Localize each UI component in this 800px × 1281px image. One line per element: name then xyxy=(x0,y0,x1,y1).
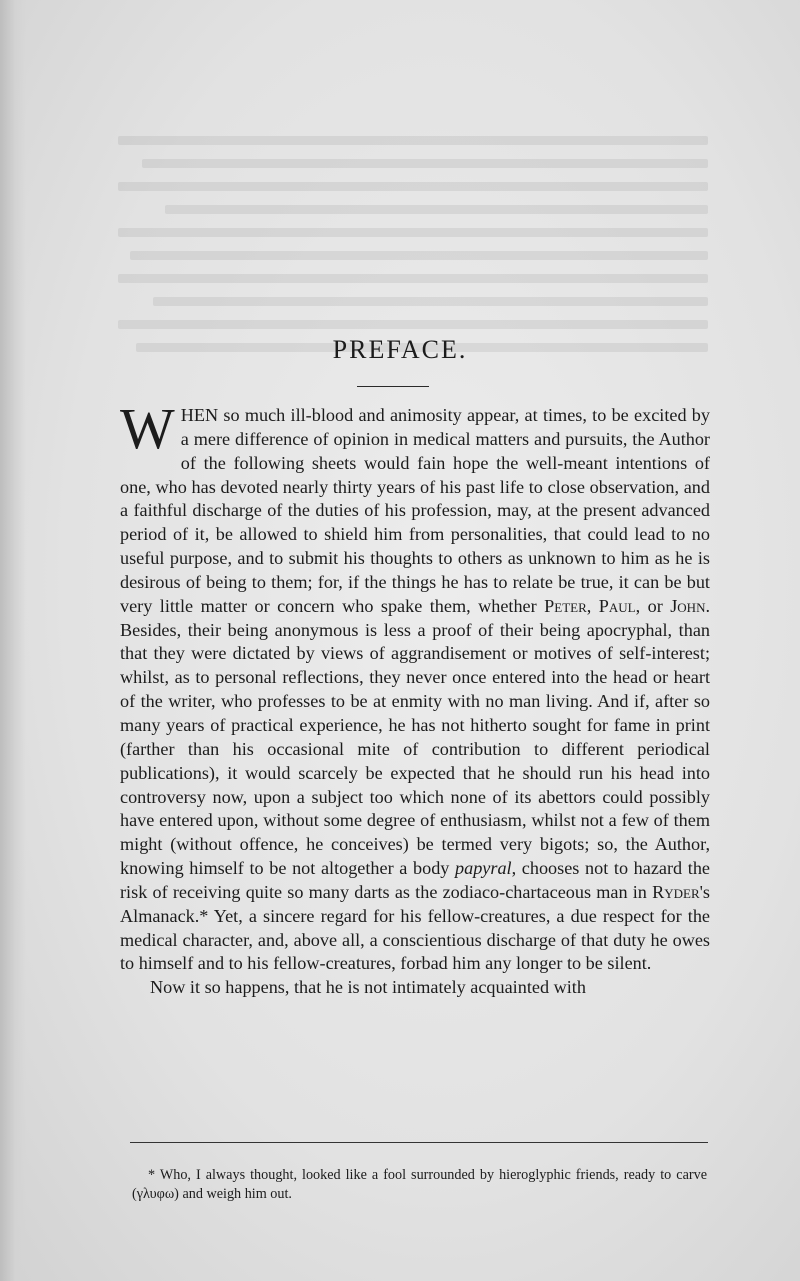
separator-2: , or xyxy=(635,595,671,616)
name-john: John xyxy=(670,595,706,616)
separator-1: , xyxy=(586,595,599,616)
footnote-rule xyxy=(130,1142,708,1143)
bleed-through-text xyxy=(118,118,708,418)
preface-body xyxy=(120,396,711,1000)
page-title: PREFACE. xyxy=(332,335,468,365)
page-spine-shadow xyxy=(0,0,26,1281)
paragraph-1 xyxy=(120,396,711,976)
name-peter: Peter xyxy=(544,595,587,616)
name-paul: Paul xyxy=(598,595,636,616)
paragraph-1-after-papyral: , chooses not to hazard the risk of receiving quite so many darts as the zodiaco-chartaceous man in xyxy=(120,858,710,902)
drop-cap: W xyxy=(120,396,175,461)
name-ryder: Ryder xyxy=(652,881,700,902)
paragraph-1-end: 's Almanack.* Yet, a sincere regard for his fellow-creatures, a due respect for the medical character, and, above all, a conscientious discharge of that duty he owes to himself and to his fellow-creatures, forbad him any longer to be silent. xyxy=(120,881,710,974)
paragraph-2: Now it so happens, that he is not intimately acquainted with xyxy=(150,977,586,998)
title-rule xyxy=(357,386,429,387)
footnote: * Who, I always thought, looked like a fool surrounded by hieroglyphic friends, ready to carve (γλυφω) and weigh him out. xyxy=(132,1167,707,1203)
paragraph-1-middle: . Besides, their being anonymous is less a proof of their being apocryphal, than that they were dictated by views of aggrandisement or motives of self-interest; whilst, as to personal reflections, they never once entered into the head or heart of the writer, who professes to be at enmity with no man living. And if, after so many years of practical experience, he has not hitherto sought for fame in print (farther than his occasional mite of contribution to different periodical publications), it would scarcely be expected that he should run his head into controversy now, upon a subject too which none of its abettors could possibly have entered upon, without some degree of enthusiasm, whilst not a few of them might (without offence, he conceives) be termed very bigots; so, the Author, knowing himself to be not altogether a body xyxy=(120,595,711,879)
word-papyral: papyral xyxy=(455,858,512,879)
paragraph-1-intro: HEN so much ill-blood and animosity appear, at times, to be excited by a mere difference of opinion in medical matters and pursuits, the Author of the following sheets would fain hope the well-meant intentions of one, who has devoted nearly thirty years of his past life to close observation, and a faithful discharge of the duties of his profession, may, at the present advanced period of it, be allowed to shield him from personalities, that could lead to no useful purpose, and to submit his thoughts to others as unknown to him as he is desirous of being to them; for, if the things he has to relate be true, it can be but very little matter or concern who spake them, whether xyxy=(120,405,710,616)
